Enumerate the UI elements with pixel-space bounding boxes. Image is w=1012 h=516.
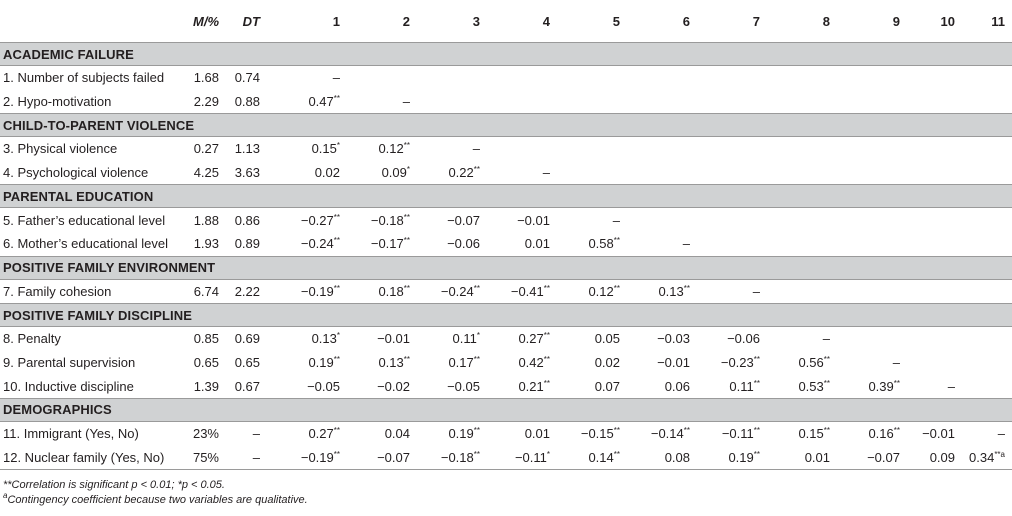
significance-marker: ** (613, 426, 620, 436)
mean-cell: 4.25 (193, 165, 219, 181)
correlation-cell (962, 66, 1012, 90)
variable-label: 1. Number of subjects failed (3, 70, 165, 86)
significance-marker: * (546, 449, 550, 459)
correlation-cell: 0.08 (627, 446, 697, 470)
correlation-cell: 0.12** (588, 283, 620, 299)
correlation-cell: 0.56** (798, 355, 830, 371)
significance-marker: ** (893, 378, 900, 388)
variable-label: 10. Inductive discipline (3, 378, 134, 394)
correlation-cell: 0.53** (798, 378, 830, 394)
section-header-row (0, 43, 1012, 66)
correlation-cell: – (332, 70, 340, 86)
significance-marker: ** (753, 426, 760, 436)
correlation-cell: −0.01 (377, 331, 410, 347)
dt-cell: 2.22 (234, 283, 260, 299)
correlation-cell (907, 351, 962, 375)
mean-cell: 75% (172, 446, 226, 470)
correlation-cell: 0.11** (729, 378, 760, 394)
table-row (0, 327, 1012, 351)
correlation-cell (767, 161, 837, 185)
correlation-cell: −0.01 (922, 426, 955, 442)
significance-marker: ** (473, 426, 480, 436)
dt-cell: 0.89 (234, 236, 260, 252)
significance-marker: ** (333, 236, 340, 246)
significance-marker: ** (403, 212, 410, 222)
section-header-row (0, 256, 1012, 279)
section-header-row (0, 304, 1012, 327)
header-dt: DT (226, 0, 267, 43)
correlation-cell: 0.02 (314, 165, 340, 181)
table-row (0, 446, 1012, 470)
section-header-row (0, 114, 1012, 137)
significance-marker: * (406, 165, 410, 175)
correlation-cell: 0.01 (524, 426, 550, 442)
correlation-cell: −0.18** (417, 446, 487, 470)
mean-cell: 0.85 (193, 331, 219, 347)
correlation-cell (627, 66, 697, 90)
correlation-cell: 0.13** (658, 283, 690, 299)
mean-cell: 2.29 (193, 93, 219, 109)
header-row (0, 0, 1012, 43)
correlation-cell: 0.01 (524, 236, 550, 252)
variable-label: 12. Nuclear family (Yes, No) (0, 446, 172, 470)
correlation-cell: 0.13* (311, 331, 340, 347)
correlation-cell: −0.24** (440, 283, 480, 299)
correlation-cell (697, 66, 767, 90)
correlation-cell (907, 90, 962, 114)
significance-marker: ** (333, 283, 340, 293)
variable-label: 2. Hypo-motivation (3, 93, 112, 109)
correlation-cell: – (542, 165, 550, 181)
correlation-cell (557, 137, 627, 161)
header-col-3: 3 (417, 0, 487, 43)
correlation-cell: – (997, 426, 1005, 442)
correlation-cell (627, 137, 697, 161)
correlation-cell (627, 161, 697, 185)
variable-label: 3. Physical violence (3, 141, 118, 157)
correlation-cell: 0.19** (697, 446, 767, 470)
correlation-cell: – (612, 212, 620, 228)
correlation-cell (557, 90, 627, 114)
variable-label: 6. Mother’s educational level (3, 236, 169, 252)
section-title: POSITIVE FAMILY DISCIPLINE (0, 304, 1012, 327)
section-title: PARENTAL EDUCATION (0, 185, 1012, 208)
correlation-cell (907, 208, 962, 232)
variable-label: 8. Penalty (3, 331, 61, 347)
correlation-cell (837, 208, 907, 232)
mean-cell: 1.88 (193, 212, 219, 228)
correlation-cell: −0.01 (517, 212, 550, 228)
correlation-cell (557, 161, 627, 185)
mean-cell: 1.93 (193, 236, 219, 252)
table-notes (0, 470, 1012, 508)
correlation-cell (837, 161, 907, 185)
significance-marker: ** (613, 449, 620, 459)
header-mean: M/% (172, 0, 226, 43)
correlation-cell: −0.02 (377, 378, 410, 394)
correlation-cell (697, 137, 767, 161)
correlation-cell: −0.41** (510, 283, 550, 299)
table-row (0, 279, 1012, 304)
correlation-cell: −0.06 (727, 331, 760, 347)
correlation-cell: – (682, 236, 690, 252)
correlation-cell (837, 90, 907, 114)
correlation-cell: – (822, 331, 830, 347)
correlation-cell: 0.58** (588, 236, 620, 252)
correlation-cell: – (947, 378, 955, 394)
contingency-note: $^a$Contingency coefficient because two variables are qualitative. (3, 491, 308, 507)
table-body (0, 43, 1012, 470)
correlation-cell: −0.07 (447, 212, 480, 228)
correlation-cell: −0.17** (370, 236, 410, 252)
correlation-cell: 0.47** (308, 93, 340, 109)
mean-cell: 23% (192, 426, 219, 442)
section-header-row (0, 185, 1012, 208)
correlation-cell: −0.07 (837, 446, 907, 470)
significance-marker: ** (823, 426, 830, 436)
header-col-5: 5 (557, 0, 627, 43)
correlation-cell (962, 137, 1012, 161)
correlation-cell: 0.34$^{**a}$ (962, 446, 1012, 470)
significance-marker: ** (543, 378, 550, 388)
correlation-cell: −0.24** (300, 236, 340, 252)
correlation-cell: 0.15* (311, 141, 340, 157)
section-title: DEMOGRAPHICS (0, 398, 1012, 421)
correlation-cell (487, 66, 557, 90)
correlation-cell (487, 137, 557, 161)
significance-marker: ** (823, 378, 830, 388)
correlation-cell: – (892, 355, 900, 371)
correlation-cell: −0.19** (300, 283, 340, 299)
correlation-cell: −0.11** (721, 426, 760, 442)
table-row (0, 351, 1012, 375)
significance-marker: ** (473, 449, 480, 459)
dt-cell: 0.88 (234, 93, 260, 109)
correlation-cell (837, 137, 907, 161)
significance-marker: ** (473, 283, 480, 293)
significance-marker: ** (683, 426, 690, 436)
correlation-cell (962, 351, 1012, 375)
header-variable (0, 0, 172, 43)
correlation-cell: −0.18** (370, 212, 410, 228)
correlation-cell (837, 232, 907, 256)
significance-marker: ** (753, 355, 760, 365)
correlation-cell (767, 279, 837, 304)
header-col-7: 7 (697, 0, 767, 43)
correlation-cell: 0.17** (448, 355, 480, 371)
header-col-8: 8 (767, 0, 837, 43)
correlation-cell (962, 161, 1012, 185)
correlation-cell (767, 137, 837, 161)
header-col-11: 11 (962, 0, 1012, 43)
correlation-cell: −0.07 (347, 446, 417, 470)
correlation-cell: 0.22** (448, 165, 480, 181)
correlation-cell (767, 208, 837, 232)
correlation-cell (962, 279, 1012, 304)
significance-marker: ** (333, 426, 340, 436)
correlation-cell: −0.15** (580, 426, 620, 442)
correlation-cell: 0.27** (308, 426, 340, 442)
correlation-cell (767, 66, 837, 90)
correlation-cell: −0.06 (447, 236, 480, 252)
significance-marker: ** (473, 165, 480, 175)
table-row (0, 374, 1012, 398)
correlation-cell (907, 232, 962, 256)
significance-marker: ** (893, 426, 900, 436)
correlation-cell (697, 208, 767, 232)
correlation-cell (417, 66, 487, 90)
correlation-cell: 0.18** (378, 283, 410, 299)
correlation-cell (557, 66, 627, 90)
table-row (0, 161, 1012, 185)
variable-label: 4. Psychological violence (3, 165, 149, 181)
significance-marker: ** (333, 449, 340, 459)
section-title: POSITIVE FAMILY ENVIRONMENT (0, 256, 1012, 279)
section-header-row (0, 398, 1012, 421)
correlation-cell (962, 90, 1012, 114)
significance-marker: ** (333, 355, 340, 365)
correlation-cell: −0.27** (300, 212, 340, 228)
significance-marker: ** (543, 331, 550, 341)
significance-marker: * (336, 141, 340, 151)
correlation-cell (487, 90, 557, 114)
table-row (0, 66, 1012, 90)
correlation-cell: 0.42** (518, 355, 550, 371)
correlation-cell: – (472, 141, 480, 157)
correlation-cell (962, 374, 1012, 398)
correlation-cell: 0.11* (452, 331, 480, 347)
significance-note: **Correlation is significant p < 0.01; *p < 0.05. (3, 479, 225, 492)
correlation-cell: −0.03 (657, 331, 690, 347)
correlation-cell: 0.27** (518, 331, 550, 347)
correlation-cell: 0.15** (798, 426, 830, 442)
significance-marker: ** (543, 283, 550, 293)
significance-marker: ** (613, 283, 620, 293)
correlation-cell: 0.04 (384, 426, 410, 442)
correlation-cell (767, 232, 837, 256)
correlation-cell (837, 327, 907, 351)
dt-cell: – (252, 426, 260, 442)
correlation-cell: 0.13** (378, 355, 410, 371)
correlation-cell (907, 161, 962, 185)
significance-marker: ** (403, 283, 410, 293)
header-col-2: 2 (347, 0, 417, 43)
header-col-6: 6 (627, 0, 697, 43)
dt-cell: 0.74 (234, 70, 260, 86)
mean-cell: 1.68 (193, 70, 219, 86)
correlation-cell (907, 279, 962, 304)
correlation-cell: 0.05 (594, 331, 620, 347)
significance-marker: ** (403, 355, 410, 365)
significance-marker: ** (543, 355, 550, 365)
correlation-cell (907, 66, 962, 90)
section-title: CHILD-TO-PARENT VIOLENCE (0, 114, 1012, 137)
correlation-cell: 0.01 (767, 446, 837, 470)
correlation-cell (767, 90, 837, 114)
significance-marker: ** (753, 378, 760, 388)
correlation-cell: 0.12** (378, 141, 410, 157)
mean-cell: 0.27 (193, 141, 219, 157)
correlation-cell: 0.07 (594, 378, 620, 394)
correlation-cell: 0.19** (308, 355, 340, 371)
header-col-1: 1 (267, 0, 347, 43)
correlation-cell (907, 137, 962, 161)
correlation-cell (697, 161, 767, 185)
correlation-cell (837, 66, 907, 90)
significance-marker: ** (823, 355, 830, 365)
correlation-cell: 0.39** (868, 378, 900, 394)
significance-marker: **a (994, 449, 1005, 459)
correlation-cell (837, 279, 907, 304)
correlation-cell (697, 232, 767, 256)
correlation-cell: – (752, 283, 760, 299)
significance-marker: ** (683, 283, 690, 293)
table-row (0, 232, 1012, 256)
correlation-cell: 0.09* (381, 165, 410, 181)
correlation-cell (697, 90, 767, 114)
correlation-cell: 0.21** (518, 378, 550, 394)
significance-marker: ** (613, 236, 620, 246)
correlation-cell: −0.19** (267, 446, 347, 470)
section-title: ACADEMIC FAILURE (0, 43, 1012, 66)
significance-marker: * (476, 331, 480, 341)
table-row (0, 137, 1012, 161)
correlation-cell: −0.23** (720, 355, 760, 371)
mean-cell: 6.74 (193, 283, 219, 299)
header-col-10: 10 (907, 0, 962, 43)
dt-cell: 1.13 (234, 141, 260, 157)
mean-cell: 0.65 (193, 355, 219, 371)
correlation-cell (907, 327, 962, 351)
correlation-cell: −0.14** (650, 426, 690, 442)
significance-marker: * (336, 331, 340, 341)
footnote-marker: a (3, 491, 8, 501)
correlation-cell: 0.16** (868, 426, 900, 442)
correlation-cell: −0.05 (307, 378, 340, 394)
correlation-cell: −0.11* (487, 446, 557, 470)
significance-marker: ** (473, 355, 480, 365)
dt-cell: 0.86 (234, 212, 260, 228)
variable-label: 9. Parental supervision (3, 355, 136, 371)
correlation-cell: – (402, 93, 410, 109)
significance-marker: ** (333, 212, 340, 222)
correlation-cell: 0.02 (594, 355, 620, 371)
significance-marker: ** (753, 449, 760, 459)
correlation-cell (627, 90, 697, 114)
correlation-cell: −0.01 (657, 355, 690, 371)
correlation-cell: −0.05 (447, 378, 480, 394)
correlation-cell: 0.06 (664, 378, 690, 394)
dt-cell: 3.63 (234, 165, 260, 181)
correlation-cell (627, 208, 697, 232)
dt-cell: – (226, 446, 267, 470)
variable-label: 11. Immigrant (Yes, No) (3, 426, 139, 442)
correlation-cell (962, 327, 1012, 351)
table-row (0, 208, 1012, 232)
correlation-cell: 0.09 (907, 446, 962, 470)
correlation-cell (962, 208, 1012, 232)
correlation-cell: 0.19** (448, 426, 480, 442)
significance-marker: ** (403, 236, 410, 246)
significance-marker: ** (333, 93, 340, 103)
variable-label: 5. Father’s educational level (3, 212, 166, 228)
dt-cell: 0.69 (234, 331, 260, 347)
correlation-cell (347, 66, 417, 90)
significance-marker: ** (403, 141, 410, 151)
header-col-9: 9 (837, 0, 907, 43)
table-row (0, 90, 1012, 114)
mean-cell: 1.39 (193, 378, 219, 394)
correlation-cell (417, 90, 487, 114)
correlation-cell: 0.14** (557, 446, 627, 470)
header-col-4: 4 (487, 0, 557, 43)
dt-cell: 0.65 (234, 355, 260, 371)
correlation-cell (962, 232, 1012, 256)
variable-label: 7. Family cohesion (3, 283, 112, 299)
table-row (0, 421, 1012, 445)
dt-cell: 0.67 (234, 378, 260, 394)
